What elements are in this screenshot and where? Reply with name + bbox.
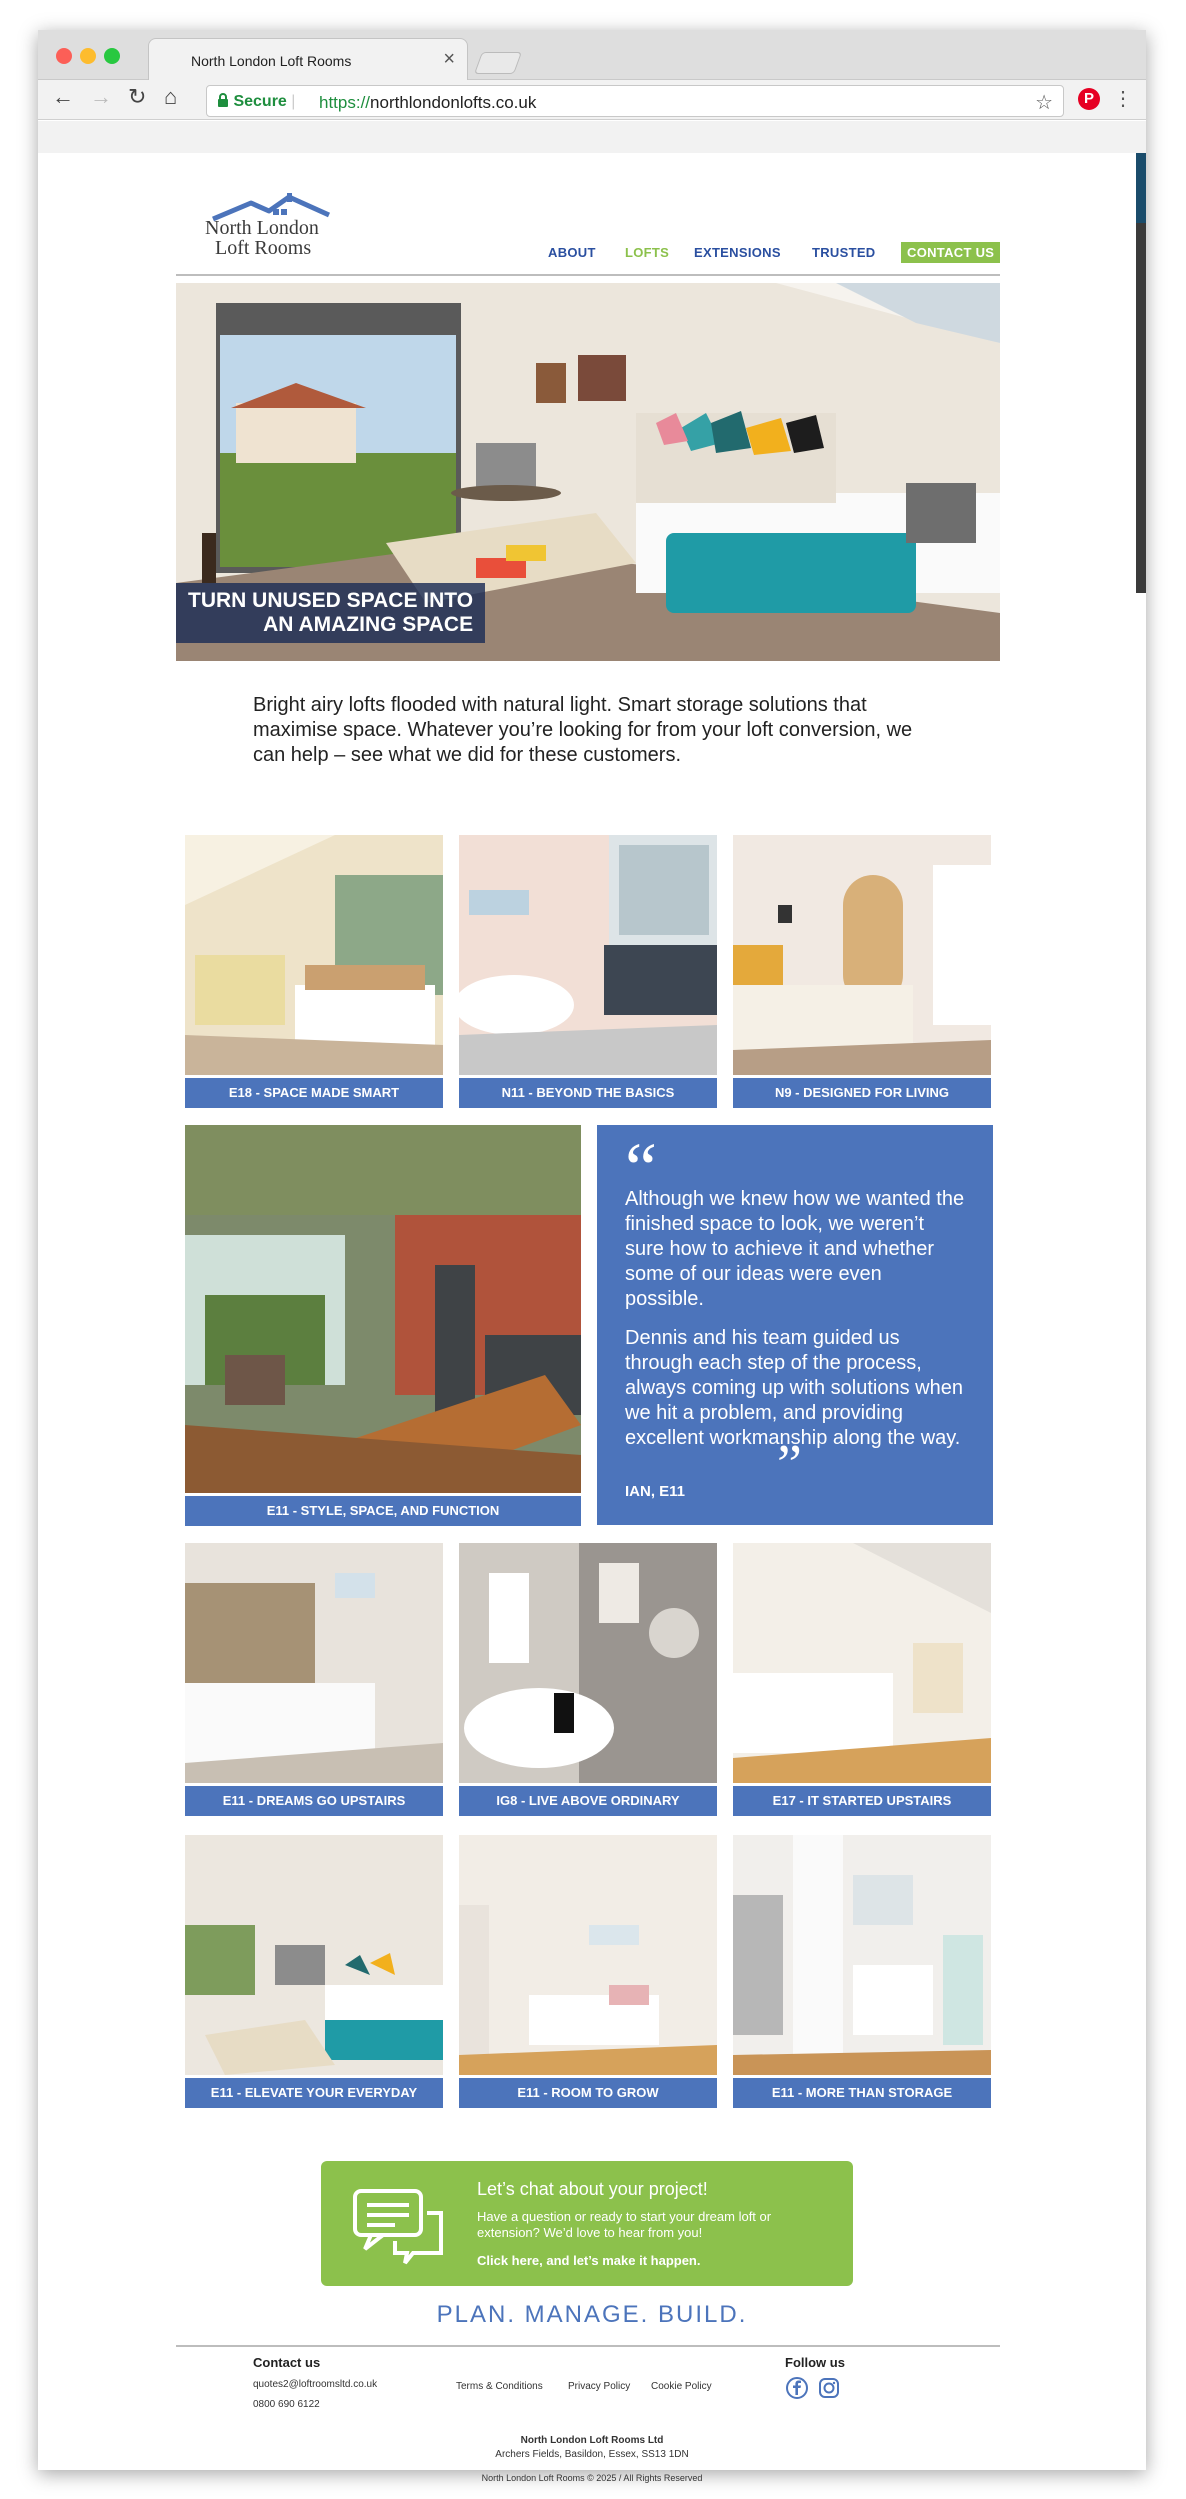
footer-privacy-link[interactable]: Privacy Policy <box>568 2381 631 2392</box>
tab-bar <box>38 30 1146 80</box>
forward-arrow-icon[interactable]: → <box>90 84 112 109</box>
bookmark-star-icon[interactable]: ☆ <box>1035 92 1053 114</box>
cta-body: Have a question or ready to start your dream loft or extension? We’d love to hear from you! <box>477 2209 772 2240</box>
facebook-icon[interactable] <box>786 2377 808 2399</box>
testimonial-card <box>597 1125 993 1525</box>
nav-trusted[interactable]: TRUSTED <box>812 245 876 260</box>
url-scheme: https:// <box>319 93 371 112</box>
project-tile-label: E18 - SPACE MADE SMART <box>185 1078 443 1108</box>
header-divider <box>176 274 1000 276</box>
footer-copyright: North London Loft Rooms © 2025 / All Rights Reserved <box>481 2473 703 2483</box>
hero-image <box>176 283 1000 661</box>
bedroom-photo <box>733 835 991 1075</box>
project-photo <box>185 1835 443 2075</box>
project-tile-label: E11 - MORE THAN STORAGE <box>733 2078 991 2108</box>
url-host: northlondonlofts.co.uk <box>370 93 537 112</box>
hero-caption-line2: AN AMAZING SPACE <box>263 613 474 636</box>
featured-project-tile[interactable] <box>185 1125 581 1526</box>
project-photo <box>185 835 443 1075</box>
project-tile-label: E11 - STYLE, SPACE, AND FUNCTION <box>185 1496 581 1526</box>
close-quote-icon: ” <box>777 1434 802 1496</box>
project-photo <box>459 1543 717 1783</box>
footer-contact-heading: Contact us <box>253 2355 321 2370</box>
scrollbar-accent <box>1136 153 1146 223</box>
testimonial-paragraph-1: Although we knew how we wanted the finished space to look, we weren’t sure how to achieve it and whether some of our ideas were even possible. <box>625 1188 965 1310</box>
bedroom-photo <box>733 1543 991 1783</box>
logo-line1: North London <box>205 217 319 239</box>
tab-close-icon[interactable]: × <box>443 48 455 70</box>
project-tile[interactable] <box>733 1543 991 1816</box>
kitchen-photo <box>185 1125 581 1493</box>
logo-line2: Loft Rooms <box>215 237 312 259</box>
tab-title: North London Loft Rooms <box>191 53 352 69</box>
url-text <box>319 93 536 113</box>
browser-window <box>38 30 1146 2483</box>
instagram-icon[interactable] <box>818 2377 840 2399</box>
logo-wordmark <box>205 218 345 258</box>
pinterest-extension-icon[interactable]: P <box>1078 88 1100 110</box>
intro-text: Bright airy lofts flooded with natural light. Smart storage solutions that maximise space. Whatever you’re looking for from your loft conversion, we can help – see what we did for these customers. <box>253 694 913 766</box>
bedroom-photo <box>185 835 443 1075</box>
footer-cookie-link[interactable]: Cookie Policy <box>651 2381 712 2392</box>
new-tab-button[interactable] <box>474 52 522 74</box>
cta-title: Let’s chat about your project! <box>477 2179 708 2199</box>
browser-tab[interactable] <box>148 38 468 80</box>
bathroom-photo <box>459 835 717 1075</box>
bedroom-photo <box>185 1835 443 2075</box>
project-photo <box>459 835 717 1075</box>
secure-indicator: Secure | <box>217 93 295 111</box>
secure-label: Secure <box>233 93 287 110</box>
project-tile[interactable] <box>185 1543 443 1816</box>
project-tile-label: E17 - IT STARTED UPSTAIRS <box>733 1786 991 1816</box>
footer-company-name: North London Loft Rooms Ltd <box>520 2435 664 2446</box>
nav-contact-button[interactable]: CONTACT US <box>901 242 1000 263</box>
browser-menu-icon[interactable]: ⋮ <box>1113 88 1133 110</box>
bathroom-photo <box>733 1835 991 2075</box>
project-tile[interactable] <box>733 1835 991 2108</box>
testimonial-author: IAN, E11 <box>625 1483 686 1500</box>
footer-email-link[interactable]: quotes2@loftroomsltd.co.uk <box>253 2379 378 2390</box>
footer-follow-heading: Follow us <box>785 2355 845 2370</box>
project-tile-label: E11 - ROOM TO GROW <box>459 2078 717 2108</box>
project-photo <box>185 1543 443 1783</box>
address-bar[interactable] <box>206 85 1064 117</box>
chat-bubbles-icon <box>351 2187 447 2267</box>
project-tile-label: E11 - ELEVATE YOUR EVERYDAY <box>185 2078 443 2108</box>
browser-toolbar <box>38 80 1146 120</box>
project-tile[interactable] <box>459 835 717 1108</box>
bathroom-photo <box>459 1543 717 1783</box>
nav-lofts[interactable]: LOFTS <box>625 245 670 260</box>
nav-about[interactable]: ABOUT <box>548 245 596 260</box>
project-photo <box>185 1125 581 1493</box>
back-arrow-icon[interactable]: ← <box>52 84 74 109</box>
footer-terms-link[interactable]: Terms & Conditions <box>456 2381 543 2392</box>
project-tile-label: E11 - DREAMS GO UPSTAIRS <box>185 1786 443 1816</box>
hero-caption-line1: TURN UNUSED SPACE INTO <box>188 589 474 612</box>
project-photo <box>733 835 991 1075</box>
contact-cta-banner[interactable] <box>321 2161 853 2286</box>
bedroom-photo <box>459 1835 717 2075</box>
minimize-window-button[interactable] <box>80 48 96 64</box>
hero-caption <box>176 583 485 643</box>
site-logo[interactable] <box>205 193 345 263</box>
footer-address: Archers Fields, Basildon, Essex, SS13 1DN <box>495 2449 689 2460</box>
lock-icon <box>217 93 229 107</box>
project-tile[interactable] <box>185 835 443 1108</box>
testimonial-paragraph-2: Dennis and his team guided us through each step of the process, always coming up with solutions when we hit a problem, and providing excellent workmanship along the way. <box>625 1327 963 1449</box>
open-quote-icon: “ <box>625 1128 657 1208</box>
project-tile-label: N9 - DESIGNED FOR LIVING <box>733 1078 991 1108</box>
project-photo <box>733 1543 991 1783</box>
project-tile[interactable] <box>185 1835 443 2108</box>
page-top-margin <box>38 121 1146 153</box>
bedroom-photo <box>185 1543 443 1783</box>
tagline: PLAN. MANAGE. BUILD. <box>436 2301 748 2328</box>
project-photo <box>459 1835 717 2075</box>
project-tile-label: IG8 - LIVE ABOVE ORDINARY <box>459 1786 717 1816</box>
cta-link[interactable]: Click here, and let’s make it happen. <box>477 2253 701 2268</box>
close-window-button[interactable] <box>56 48 72 64</box>
maximize-window-button[interactable] <box>104 48 120 64</box>
footer-divider <box>176 2345 1000 2347</box>
footer-phone[interactable]: 0800 690 6122 <box>253 2399 320 2410</box>
project-tile[interactable] <box>459 1835 717 2108</box>
project-tile[interactable] <box>459 1543 717 1816</box>
reload-icon[interactable]: ↻ <box>128 84 147 109</box>
project-tile-label: N11 - BEYOND THE BASICS <box>459 1078 717 1108</box>
home-icon[interactable]: ⌂ <box>164 84 178 109</box>
project-tile[interactable] <box>733 835 991 1108</box>
project-photo <box>733 1835 991 2075</box>
nav-extensions[interactable]: EXTENSIONS <box>694 245 781 260</box>
